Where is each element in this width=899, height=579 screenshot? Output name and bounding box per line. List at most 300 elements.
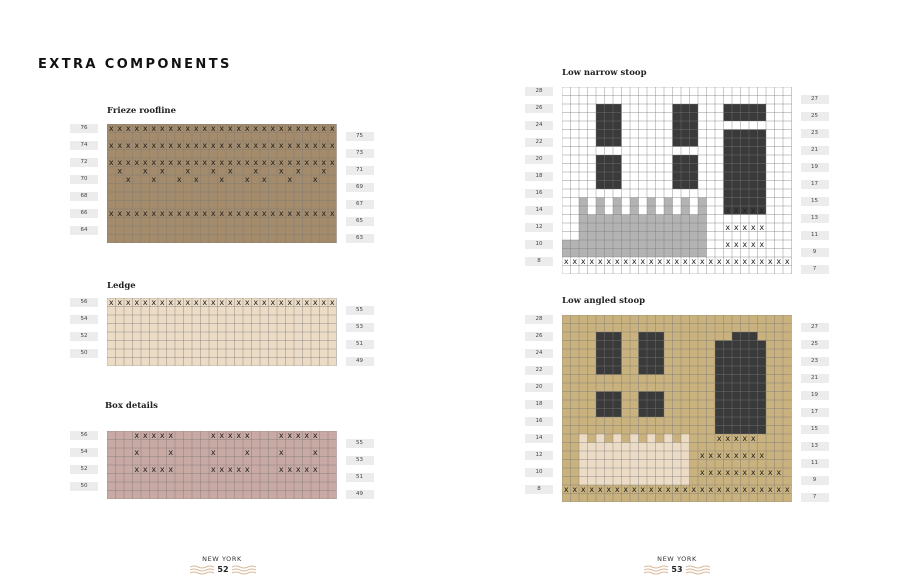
stitch-x-mark: x <box>682 256 688 266</box>
row-number-left: 70 <box>70 175 98 184</box>
stitch-cell <box>588 249 597 258</box>
stitch-cell <box>613 434 622 443</box>
stitch-cell <box>758 164 767 173</box>
stitch-cell <box>724 383 733 392</box>
stitch-x-mark: x <box>784 484 790 494</box>
stitch-cell <box>656 249 665 258</box>
stitch-x-mark: x <box>108 124 114 133</box>
stitch-cell <box>656 358 665 367</box>
stitch-cell <box>622 460 631 469</box>
narrow-grid-svg <box>562 87 792 274</box>
stitch-cell <box>647 223 656 232</box>
stitch-cell <box>605 232 614 241</box>
stitch-x-mark: x <box>278 157 284 167</box>
stitch-cell <box>647 460 656 469</box>
stitch-x-mark: x <box>270 157 276 167</box>
stitch-cell <box>605 451 614 460</box>
stitch-x-mark: x <box>108 157 114 167</box>
stitch-cell <box>588 240 597 249</box>
stitch-cell <box>613 451 622 460</box>
stitch-x-mark: x <box>142 124 148 133</box>
row-number-left: 10 <box>525 468 553 477</box>
stitch-x-mark: x <box>210 157 216 167</box>
stitch-cell <box>741 409 750 418</box>
stitch-x-mark: x <box>151 140 157 150</box>
stitch-cell <box>656 215 665 224</box>
stitch-x-mark: x <box>597 256 603 266</box>
page-number-right: 53 <box>671 565 683 574</box>
stitch-cell <box>758 341 767 350</box>
stitch-cell <box>613 443 622 452</box>
stitch-cell <box>732 400 741 409</box>
stitch-cell <box>741 130 750 139</box>
stitch-x-mark: x <box>142 431 148 440</box>
stitch-cell <box>605 358 614 367</box>
stitch-cell <box>630 249 639 258</box>
stitch-cell <box>673 138 682 147</box>
stitch-cell <box>732 198 741 207</box>
row-number-left: 52 <box>70 332 98 341</box>
stitch-x-mark: x <box>253 208 259 218</box>
stitch-cell <box>605 240 614 249</box>
stitch-x-mark: x <box>261 174 267 184</box>
row-number-left: 16 <box>525 189 553 198</box>
stitch-x-mark: x <box>236 140 242 150</box>
row-number-right: 11 <box>801 459 829 468</box>
stitch-cell <box>579 451 588 460</box>
stitch-x-mark: x <box>606 484 612 494</box>
stitch-cell <box>758 104 767 113</box>
stitch-cell <box>724 358 733 367</box>
stitch-x-mark: x <box>168 298 174 307</box>
stitch-cell <box>715 409 724 418</box>
stitch-cell <box>664 249 673 258</box>
stitch-cell <box>758 172 767 181</box>
stitch-x-mark: x <box>631 484 637 494</box>
footer-label-left: NEW YORK <box>202 555 242 563</box>
stitch-cell <box>656 400 665 409</box>
stitch-x-mark: x <box>321 124 327 133</box>
stitch-cell <box>741 104 750 113</box>
stitch-x-mark: x <box>142 208 148 218</box>
stitch-cell <box>741 375 750 384</box>
stitch-cell <box>741 138 750 147</box>
stitch-x-mark: x <box>287 431 293 440</box>
chart-title-ledge: Ledge <box>107 281 136 291</box>
stitch-cell <box>698 198 707 207</box>
stitch-cell <box>613 332 622 341</box>
stitch-cell <box>749 392 758 401</box>
stitch-cell <box>749 147 758 156</box>
stitch-x-mark: x <box>117 298 123 307</box>
stitch-x-mark: x <box>304 464 310 474</box>
stitch-x-mark: x <box>304 157 310 167</box>
stitch-cell <box>741 392 750 401</box>
stitch-x-mark: x <box>125 174 131 184</box>
stitch-cell <box>639 223 648 232</box>
stitch-x-mark: x <box>108 208 114 218</box>
stitch-cell <box>605 164 614 173</box>
row-number-right: 15 <box>801 425 829 434</box>
stitch-x-mark: x <box>725 239 731 249</box>
stitch-x-mark: x <box>725 222 731 232</box>
stitch-x-mark: x <box>750 239 756 249</box>
stitch-cell <box>605 223 614 232</box>
stitch-x-mark: x <box>312 208 318 218</box>
stitch-x-mark: x <box>168 157 174 167</box>
stitch-x-mark: x <box>287 157 293 167</box>
row-number-right: 71 <box>346 166 374 175</box>
stitch-x-mark: x <box>725 450 731 460</box>
frieze-grid-svg <box>107 124 337 243</box>
stitch-x-mark: x <box>304 431 310 440</box>
stitch-cell <box>664 477 673 486</box>
stitch-x-mark: x <box>312 298 318 307</box>
stitch-x-mark: x <box>716 450 722 460</box>
stitch-x-mark: x <box>278 208 284 218</box>
stitch-x-mark: x <box>270 140 276 150</box>
stitch-cell <box>758 147 767 156</box>
stitch-cell <box>605 468 614 477</box>
stitch-x-mark: x <box>606 256 612 266</box>
stitch-cell <box>596 164 605 173</box>
stitch-cell <box>596 332 605 341</box>
row-number-right: 73 <box>346 149 374 158</box>
stitch-x-mark: x <box>185 157 191 167</box>
stitch-cell <box>698 249 707 258</box>
low-angled-stoop-chart <box>562 315 792 502</box>
stitch-x-mark: x <box>329 124 335 133</box>
stitch-x-mark: x <box>244 124 250 133</box>
stitch-cell <box>647 358 656 367</box>
stitch-cell <box>596 198 605 207</box>
stitch-cell <box>724 147 733 156</box>
stitch-cell <box>605 155 614 164</box>
stitch-cell <box>741 332 750 341</box>
stitch-x-mark: x <box>168 447 174 457</box>
stitch-cell <box>673 104 682 113</box>
stitch-cell <box>630 240 639 249</box>
stitch-x-mark: x <box>750 484 756 494</box>
stitch-cell <box>724 417 733 426</box>
stitch-cell <box>596 155 605 164</box>
stitch-cell <box>724 426 733 435</box>
row-number-left: 18 <box>525 172 553 181</box>
stitch-cell <box>673 451 682 460</box>
stitch-cell <box>724 172 733 181</box>
stitch-cell <box>596 223 605 232</box>
stitch-cell <box>588 223 597 232</box>
stitch-x-mark: x <box>219 174 225 184</box>
angled-grid-svg <box>562 315 792 502</box>
stitch-x-mark: x <box>151 431 157 440</box>
stitch-cell <box>690 223 699 232</box>
stitch-x-mark: x <box>219 124 225 133</box>
stitch-x-mark: x <box>742 450 748 460</box>
stitch-cell <box>639 215 648 224</box>
stitch-cell <box>596 477 605 486</box>
stitch-x-mark: x <box>614 484 620 494</box>
stitch-cell <box>732 375 741 384</box>
stitch-x-mark: x <box>227 298 233 307</box>
stitch-cell <box>741 155 750 164</box>
stitch-cell <box>690 240 699 249</box>
stitch-x-mark: x <box>227 157 233 167</box>
stitch-x-mark: x <box>742 239 748 249</box>
stitch-cell <box>647 249 656 258</box>
stitch-cell <box>605 113 614 122</box>
row-number-right: 15 <box>801 197 829 206</box>
stitch-x-mark: x <box>580 256 586 266</box>
stitch-cell <box>749 426 758 435</box>
stitch-x-mark: x <box>159 140 165 150</box>
stitch-cell <box>613 130 622 139</box>
stitch-cell <box>724 375 733 384</box>
stitch-cell <box>630 206 639 215</box>
stitch-x-mark: x <box>185 140 191 150</box>
stitch-cell <box>596 181 605 190</box>
stitch-cell <box>741 426 750 435</box>
stitch-cell <box>613 400 622 409</box>
stitch-cell <box>673 121 682 130</box>
stitch-cell <box>596 366 605 375</box>
stitch-cell <box>715 375 724 384</box>
stitch-cell <box>613 113 622 122</box>
stitch-cell <box>639 341 648 350</box>
stitch-x-mark: x <box>142 298 148 307</box>
stitch-cell <box>613 223 622 232</box>
stitch-cell <box>579 443 588 452</box>
stitch-cell <box>647 434 656 443</box>
stitch-cell <box>715 392 724 401</box>
row-number-left: 14 <box>525 434 553 443</box>
stitch-cell <box>613 181 622 190</box>
stitch-cell <box>605 341 614 350</box>
stitch-cell <box>681 223 690 232</box>
stitch-cell <box>732 104 741 113</box>
stitch-x-mark: x <box>278 298 284 307</box>
row-number-left: 8 <box>525 257 553 266</box>
frieze-roofline-chart <box>107 124 337 243</box>
row-number-right: 49 <box>346 490 374 499</box>
stitch-x-mark: x <box>210 208 216 218</box>
stitch-cell <box>579 434 588 443</box>
stitch-x-mark: x <box>134 298 140 307</box>
stitch-x-mark: x <box>134 140 140 150</box>
stitch-x-mark: x <box>287 464 293 474</box>
stitch-cell <box>664 223 673 232</box>
stitch-cell <box>647 215 656 224</box>
stitch-cell <box>596 206 605 215</box>
stitch-x-mark: x <box>227 166 233 176</box>
stitch-x-mark: x <box>176 157 182 167</box>
stitch-cell <box>656 392 665 401</box>
stitch-x-mark: x <box>151 124 157 133</box>
stitch-x-mark: x <box>733 256 739 266</box>
stitch-x-mark: x <box>142 140 148 150</box>
stitch-x-mark: x <box>312 124 318 133</box>
stitch-cell <box>681 155 690 164</box>
row-number-right: 19 <box>801 163 829 172</box>
row-number-right: 11 <box>801 231 829 240</box>
stitch-cell <box>588 451 597 460</box>
row-number-left: 50 <box>70 482 98 491</box>
stitch-x-mark: x <box>657 256 663 266</box>
stitch-x-mark: x <box>227 124 233 133</box>
stitch-cell <box>605 460 614 469</box>
stitch-x-mark: x <box>597 484 603 494</box>
stitch-cell <box>647 468 656 477</box>
stitch-cell <box>630 223 639 232</box>
stitch-cell <box>715 417 724 426</box>
stitch-x-mark: x <box>244 298 250 307</box>
stitch-cell <box>647 206 656 215</box>
stitch-x-mark: x <box>733 450 739 460</box>
stitch-cell <box>749 172 758 181</box>
stitch-cell <box>639 468 648 477</box>
stitch-cell <box>596 460 605 469</box>
stitch-x-mark: x <box>572 256 578 266</box>
stitch-cell <box>698 223 707 232</box>
stitch-cell <box>724 198 733 207</box>
stitch-x-mark: x <box>295 124 301 133</box>
stitch-x-mark: x <box>750 205 756 215</box>
row-number-left: 24 <box>525 349 553 358</box>
stitch-x-mark: x <box>321 157 327 167</box>
row-number-left: 50 <box>70 349 98 358</box>
stitch-x-mark: x <box>776 467 782 477</box>
stitch-cell <box>656 366 665 375</box>
stitch-cell <box>749 181 758 190</box>
stitch-x-mark: x <box>563 256 569 266</box>
stitch-x-mark: x <box>261 298 267 307</box>
stitch-cell <box>588 443 597 452</box>
row-number-right: 27 <box>801 323 829 332</box>
stitch-cell <box>741 341 750 350</box>
stitch-cell <box>647 400 656 409</box>
stitch-cell <box>588 232 597 241</box>
stitch-cell <box>681 121 690 130</box>
stitch-cell <box>681 113 690 122</box>
stitch-x-mark: x <box>270 208 276 218</box>
stitch-x-mark: x <box>287 208 293 218</box>
stitch-cell <box>681 477 690 486</box>
stitch-cell <box>596 358 605 367</box>
stitch-x-mark: x <box>134 447 140 457</box>
stitch-cell <box>656 477 665 486</box>
row-number-right: 49 <box>346 357 374 366</box>
stitch-x-mark: x <box>304 208 310 218</box>
stitch-cell <box>647 198 656 207</box>
stitch-cell <box>741 147 750 156</box>
stitch-cell <box>681 206 690 215</box>
stitch-cell <box>639 240 648 249</box>
stitch-x-mark: x <box>708 484 714 494</box>
stitch-cell <box>579 198 588 207</box>
row-number-right: 51 <box>346 340 374 349</box>
stitch-cell <box>613 138 622 147</box>
stitch-cell <box>613 249 622 258</box>
row-number-right: 25 <box>801 340 829 349</box>
row-number-left: 14 <box>525 206 553 215</box>
stitch-cell <box>613 392 622 401</box>
row-number-right: 13 <box>801 214 829 223</box>
stitch-x-mark: x <box>210 140 216 150</box>
stitch-x-mark: x <box>151 298 157 307</box>
stitch-x-mark: x <box>750 256 756 266</box>
stitch-cell <box>664 206 673 215</box>
stitch-x-mark: x <box>640 256 646 266</box>
stitch-cell <box>690 164 699 173</box>
stitch-cell <box>741 189 750 198</box>
stitch-cell <box>741 366 750 375</box>
stitch-x-mark: x <box>134 464 140 474</box>
stitch-cell <box>579 460 588 469</box>
stitch-x-mark: x <box>193 174 199 184</box>
stitch-cell <box>639 358 648 367</box>
stitch-x-mark: x <box>708 467 714 477</box>
stitch-cell <box>732 113 741 122</box>
stitch-cell <box>673 172 682 181</box>
stitch-x-mark: x <box>623 256 629 266</box>
stitch-x-mark: x <box>168 431 174 440</box>
stitch-cell <box>613 198 622 207</box>
stitch-cell <box>758 155 767 164</box>
stitch-x-mark: x <box>185 208 191 218</box>
row-number-left: 76 <box>70 124 98 133</box>
stitch-x-mark: x <box>742 467 748 477</box>
stitch-cell <box>613 121 622 130</box>
stitch-x-mark: x <box>185 298 191 307</box>
stitch-cell <box>596 468 605 477</box>
stitch-x-mark: x <box>151 174 157 184</box>
stitch-x-mark: x <box>278 140 284 150</box>
stitch-cell <box>681 434 690 443</box>
stitch-cell <box>613 232 622 241</box>
stitch-cell <box>639 249 648 258</box>
stitch-x-mark: x <box>185 124 191 133</box>
stitch-cell <box>605 392 614 401</box>
stitch-x-mark: x <box>750 222 756 232</box>
stitch-cell <box>715 366 724 375</box>
stitch-x-mark: x <box>759 484 765 494</box>
stitch-cell <box>656 223 665 232</box>
stitch-cell <box>749 400 758 409</box>
stitch-x-mark: x <box>151 464 157 474</box>
stitch-cell <box>732 383 741 392</box>
stitch-x-mark: x <box>725 433 731 443</box>
stitch-cell <box>741 181 750 190</box>
stitch-cell <box>664 451 673 460</box>
stitch-x-mark: x <box>253 157 259 167</box>
stitch-x-mark: x <box>176 140 182 150</box>
stitch-cell <box>647 477 656 486</box>
row-number-right: 9 <box>801 248 829 257</box>
stitch-cell <box>630 434 639 443</box>
stitch-x-mark: x <box>776 256 782 266</box>
row-number-right: 75 <box>346 132 374 141</box>
stitch-cell <box>647 332 656 341</box>
stitch-x-mark: x <box>253 124 259 133</box>
row-number-right: 17 <box>801 180 829 189</box>
stitch-cell <box>690 232 699 241</box>
row-number-left: 52 <box>70 465 98 474</box>
stitch-cell <box>732 392 741 401</box>
row-number-left: 20 <box>525 383 553 392</box>
stitch-cell <box>741 417 750 426</box>
stitch-x-mark: x <box>202 157 208 167</box>
stitch-cell <box>673 477 682 486</box>
